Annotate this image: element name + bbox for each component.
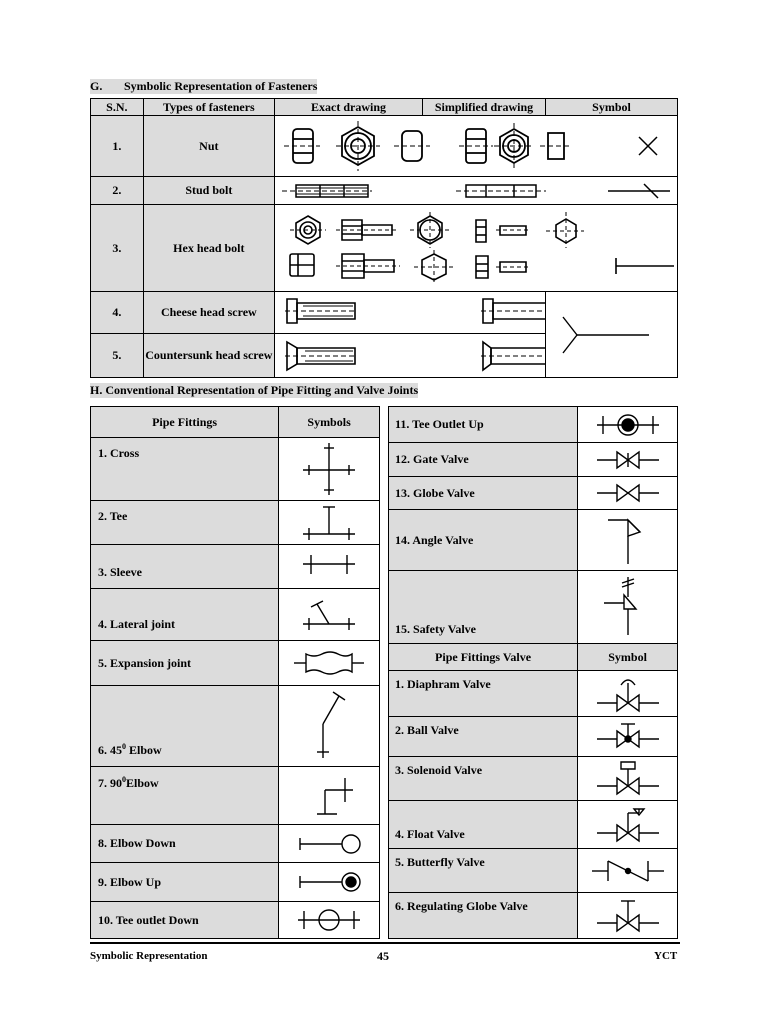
section-g-letter: G. — [90, 79, 103, 93]
angle-valve-symbol-svg — [598, 512, 658, 568]
pipe-row — [91, 641, 380, 686]
tee-outlet-down-symbol — [279, 902, 380, 939]
pipe-fittings-table — [90, 406, 380, 939]
header-simplified: Simplified drawing — [423, 99, 546, 116]
elbow45-label: 6. 45 — [98, 743, 122, 757]
pipe-label — [91, 686, 279, 767]
footer-left: Symbolic Representation — [90, 950, 208, 962]
stud-bolt-drawings — [275, 177, 678, 205]
angle-valve-symbol — [578, 510, 678, 571]
hex-bolt-drawing-svg — [276, 206, 676, 290]
fastener-sn: 5. — [91, 334, 144, 378]
section-g-heading — [90, 79, 317, 94]
ball-valve-symbol-svg — [593, 720, 663, 754]
valve-label: 4. Float Valve — [389, 801, 578, 849]
valve-row — [389, 717, 678, 757]
pipe-label: 1. Cross — [91, 438, 279, 501]
pipe-label: 10. Tee outlet Down — [91, 902, 279, 939]
valve-label: 12. Gate Valve — [389, 443, 578, 477]
sleeve-symbol-svg — [299, 552, 359, 582]
valve-row — [389, 510, 678, 571]
valve-label: 11. Tee Outlet Up — [389, 407, 578, 443]
header-symbol: Symbol — [578, 644, 678, 671]
pipe-row — [91, 501, 380, 545]
fasteners-header-row — [91, 99, 678, 116]
elbow45-sup: 0 — [122, 742, 126, 751]
valve-label: 13. Globe Valve — [389, 477, 578, 510]
header-pipe-fittings: Pipe Fittings — [91, 407, 279, 438]
tee-outlet-up-symbol — [578, 407, 678, 443]
valve-row — [389, 801, 678, 849]
pipe-header-row — [91, 407, 380, 438]
valve-label: 2. Ball Valve — [389, 717, 578, 757]
pipe-row — [91, 589, 380, 641]
pipe-row — [91, 545, 380, 589]
valve-row — [389, 757, 678, 801]
fasteners-table — [90, 98, 678, 378]
page-number: 45 — [377, 949, 389, 963]
pipe-label: 9. Elbow Up — [91, 863, 279, 902]
valve-label: 15. Safety Valve — [389, 571, 578, 644]
expansion-joint-symbol — [279, 641, 380, 686]
valve-row — [389, 407, 678, 443]
elbow-45-symbol — [279, 686, 380, 767]
hex-bolt-drawings — [275, 205, 678, 292]
nut-drawing-svg — [276, 117, 676, 175]
safety-valve-symbol-svg — [598, 573, 658, 641]
globe-valve-symbol — [578, 477, 678, 510]
nut-drawings — [275, 116, 678, 177]
pipe-label: 3. Sleeve — [91, 545, 279, 589]
valve-label: 5. Butterfly Valve — [389, 849, 578, 893]
valve-label: 6. Regulating Globe Valve — [389, 893, 578, 939]
pipe-row — [91, 902, 380, 939]
cheese-screw-drawings — [275, 292, 546, 334]
pipe-valve-header-row — [389, 644, 678, 671]
solenoid-valve-symbol-svg — [593, 759, 663, 799]
expansion-joint-symbol-svg — [292, 646, 366, 680]
valve-row — [389, 849, 678, 893]
diaphragm-valve-symbol — [578, 671, 678, 717]
header-symbols: Symbols — [279, 407, 380, 438]
pipe-label — [91, 767, 279, 825]
screw-symbol-svg — [557, 295, 667, 375]
screw-symbol — [546, 292, 678, 378]
safety-valve-symbol — [578, 571, 678, 644]
fastener-type: Nut — [143, 116, 274, 177]
pipe-row — [91, 686, 380, 767]
elbow90-label: 7. 90 — [98, 776, 122, 790]
valve-label: 14. Angle Valve — [389, 510, 578, 571]
pipe-label: 5. Expansion joint — [91, 641, 279, 686]
header-types: Types of fasteners — [143, 99, 274, 116]
elbow90-sup: 0 — [122, 775, 126, 784]
elbow-up-symbol-svg — [294, 867, 364, 897]
tee-outlet-down-symbol-svg — [294, 905, 364, 935]
regulating-globe-valve-symbol-svg — [593, 895, 663, 937]
cross-symbol — [279, 438, 380, 501]
tee-outlet-up-symbol-svg — [593, 410, 663, 440]
pipe-row — [91, 767, 380, 825]
fastener-row — [91, 116, 678, 177]
ball-valve-symbol — [578, 717, 678, 757]
pipe-label: 2. Tee — [91, 501, 279, 545]
fastener-sn: 4. — [91, 292, 144, 334]
valve-row — [389, 477, 678, 510]
valve-row — [389, 671, 678, 717]
elbow-down-symbol-svg — [294, 829, 364, 859]
valves-table — [388, 406, 678, 939]
cheese-screw-drawing-svg — [275, 293, 545, 333]
pipe-row — [91, 825, 380, 863]
butterfly-valve-symbol — [578, 849, 678, 893]
valve-label: 1. Diaphram Valve — [389, 671, 578, 717]
countersunk-screw-drawing-svg — [275, 336, 545, 376]
footer-rule — [90, 942, 680, 944]
valve-row — [389, 443, 678, 477]
pipe-row — [91, 438, 380, 501]
gate-valve-symbol-svg — [593, 447, 663, 473]
tee-symbol-svg — [299, 502, 359, 544]
header-exact: Exact drawing — [275, 99, 423, 116]
butterfly-valve-symbol-svg — [588, 853, 668, 889]
float-valve-symbol-svg — [593, 803, 663, 847]
valve-label: 3. Solenoid Valve — [389, 757, 578, 801]
fastener-sn: 2. — [91, 177, 144, 205]
pipe-label: 8. Elbow Down — [91, 825, 279, 863]
fastener-row — [91, 177, 678, 205]
valve-row — [389, 571, 678, 644]
fastener-row — [91, 205, 678, 292]
diaphragm-valve-symbol-svg — [593, 673, 663, 715]
elbow-90-symbol — [279, 767, 380, 825]
stud-bolt-drawing-svg — [276, 178, 676, 204]
elbow-90-symbol-svg — [299, 770, 359, 822]
elbow-up-symbol — [279, 863, 380, 902]
regulating-globe-valve-symbol — [578, 893, 678, 939]
fastener-type: Stud bolt — [143, 177, 274, 205]
fastener-type: Hex head bolt — [143, 205, 274, 292]
lateral-joint-symbol — [279, 589, 380, 641]
valve-row — [389, 893, 678, 939]
gate-valve-symbol — [578, 443, 678, 477]
globe-valve-symbol-svg — [593, 480, 663, 506]
float-valve-symbol — [578, 801, 678, 849]
elbow-down-symbol — [279, 825, 380, 863]
header-sn: S.N. — [91, 99, 144, 116]
pipe-row — [91, 863, 380, 902]
footer-right: YCT — [654, 950, 678, 962]
solenoid-valve-symbol — [578, 757, 678, 801]
fastener-type: Countersunk head screw — [143, 334, 274, 378]
cross-symbol-svg — [299, 440, 359, 498]
elbow90-after: Elbow — [126, 776, 159, 790]
elbow-45-symbol-svg — [299, 688, 359, 764]
elbow45-after: Elbow — [126, 743, 162, 757]
fastener-sn: 1. — [91, 116, 144, 177]
section-h-heading: H. Conventional Representation of Pipe Fitting and Valve Joints — [90, 383, 419, 397]
tee-symbol — [279, 501, 380, 545]
header-symbol: Symbol — [546, 99, 678, 116]
fastener-row — [91, 292, 678, 334]
fastener-type: Cheese head screw — [143, 292, 274, 334]
lateral-joint-symbol-svg — [299, 592, 359, 638]
header-pipe-fittings-valve: Pipe Fittings Valve — [389, 644, 578, 671]
countersunk-screw-drawings — [275, 334, 546, 378]
section-g-title: Symbolic Representation of Fasteners — [124, 79, 318, 93]
pipe-label: 4. Lateral joint — [91, 589, 279, 641]
sleeve-symbol — [279, 545, 380, 589]
fastener-sn: 3. — [91, 205, 144, 292]
